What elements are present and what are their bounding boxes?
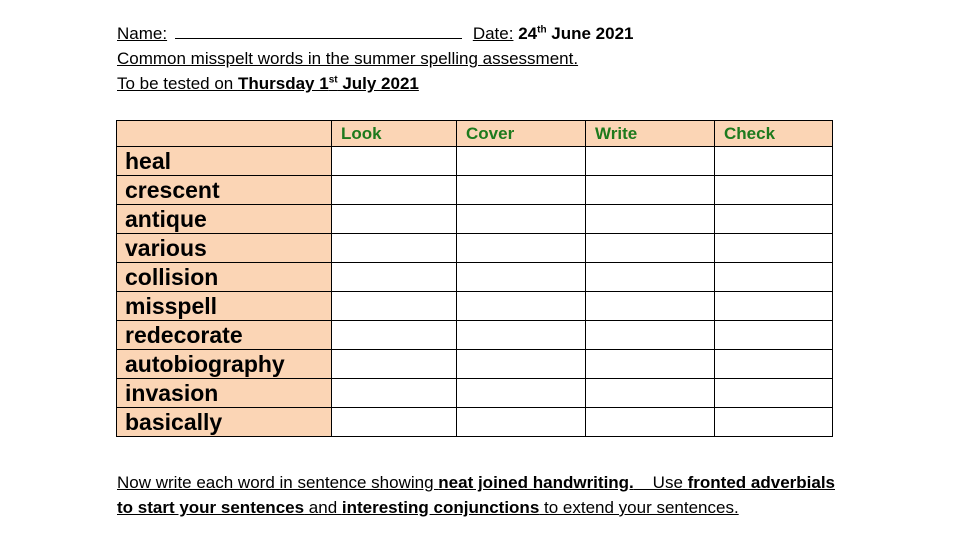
column-header-cover: Cover: [457, 121, 586, 147]
column-header-look: Look: [332, 121, 457, 147]
date-value: 24th June 2021: [518, 24, 634, 43]
check-cell[interactable]: [715, 234, 833, 263]
cover-cell[interactable]: [457, 147, 586, 176]
look-cell[interactable]: [332, 350, 457, 379]
write-cell[interactable]: [586, 379, 715, 408]
table-row: [117, 379, 833, 408]
check-cell[interactable]: [715, 292, 833, 321]
write-cell[interactable]: [586, 176, 715, 205]
name-blank[interactable]: [175, 23, 462, 39]
check-cell[interactable]: [715, 321, 833, 350]
column-header-write: Write: [586, 121, 715, 147]
write-cell[interactable]: [586, 321, 715, 350]
table-row: [117, 205, 833, 234]
word-cell: crescent: [117, 176, 332, 205]
look-cell[interactable]: [332, 147, 457, 176]
look-cell[interactable]: [332, 292, 457, 321]
write-cell[interactable]: [586, 408, 715, 437]
look-cell[interactable]: [332, 176, 457, 205]
cover-cell[interactable]: [457, 176, 586, 205]
word-cell: collision: [117, 263, 332, 292]
write-cell[interactable]: [586, 147, 715, 176]
name-label: Name:: [117, 24, 168, 43]
instructions: Now write each word in sentence showing neat joined handwriting. Use fronted adverbials to start your sentences and interesting conjunctions to extend your sentences.: [117, 473, 836, 517]
table-row: [117, 350, 833, 379]
worksheet-subtitle: Common misspelt words in the summer spelling assessment.: [117, 49, 579, 68]
write-cell[interactable]: [586, 263, 715, 292]
check-cell[interactable]: [715, 408, 833, 437]
write-cell[interactable]: [586, 205, 715, 234]
cover-cell[interactable]: [457, 321, 586, 350]
look-cell[interactable]: [332, 205, 457, 234]
table-row: [117, 147, 833, 176]
date-label: Date:: [472, 24, 514, 43]
table-row: [117, 176, 833, 205]
table-row: [117, 292, 833, 321]
word-cell: heal: [117, 147, 332, 176]
test-date-line: To be tested on Thursday 1st July 2021: [117, 74, 419, 93]
cover-cell[interactable]: [457, 234, 586, 263]
table-row: [117, 321, 833, 350]
check-cell[interactable]: [715, 350, 833, 379]
cover-cell[interactable]: [457, 408, 586, 437]
worksheet-header: [117, 21, 634, 96]
word-cell: basically: [117, 408, 332, 437]
table-row: [117, 234, 833, 263]
name-date-line: [117, 21, 634, 46]
table-row: [117, 408, 833, 437]
write-cell[interactable]: [586, 292, 715, 321]
corner-cell: [117, 121, 332, 147]
check-cell[interactable]: [715, 205, 833, 234]
look-cell[interactable]: [332, 263, 457, 292]
write-cell[interactable]: [586, 350, 715, 379]
cover-cell[interactable]: [457, 292, 586, 321]
word-cell: various: [117, 234, 332, 263]
spelling-table: [116, 120, 833, 437]
word-cell: antique: [117, 205, 332, 234]
word-cell: invasion: [117, 379, 332, 408]
look-cell[interactable]: [332, 408, 457, 437]
look-cell[interactable]: [332, 234, 457, 263]
check-cell[interactable]: [715, 263, 833, 292]
word-cell: autobiography: [117, 350, 332, 379]
check-cell[interactable]: [715, 147, 833, 176]
cover-cell[interactable]: [457, 350, 586, 379]
look-cell[interactable]: [332, 321, 457, 350]
check-cell[interactable]: [715, 176, 833, 205]
write-cell[interactable]: [586, 234, 715, 263]
cover-cell[interactable]: [457, 205, 586, 234]
word-cell: misspell: [117, 292, 332, 321]
table-row: [117, 263, 833, 292]
table-header-row: [117, 121, 833, 147]
word-cell: redecorate: [117, 321, 332, 350]
check-cell[interactable]: [715, 379, 833, 408]
column-header-check: Check: [715, 121, 833, 147]
look-cell[interactable]: [332, 379, 457, 408]
cover-cell[interactable]: [457, 263, 586, 292]
cover-cell[interactable]: [457, 379, 586, 408]
